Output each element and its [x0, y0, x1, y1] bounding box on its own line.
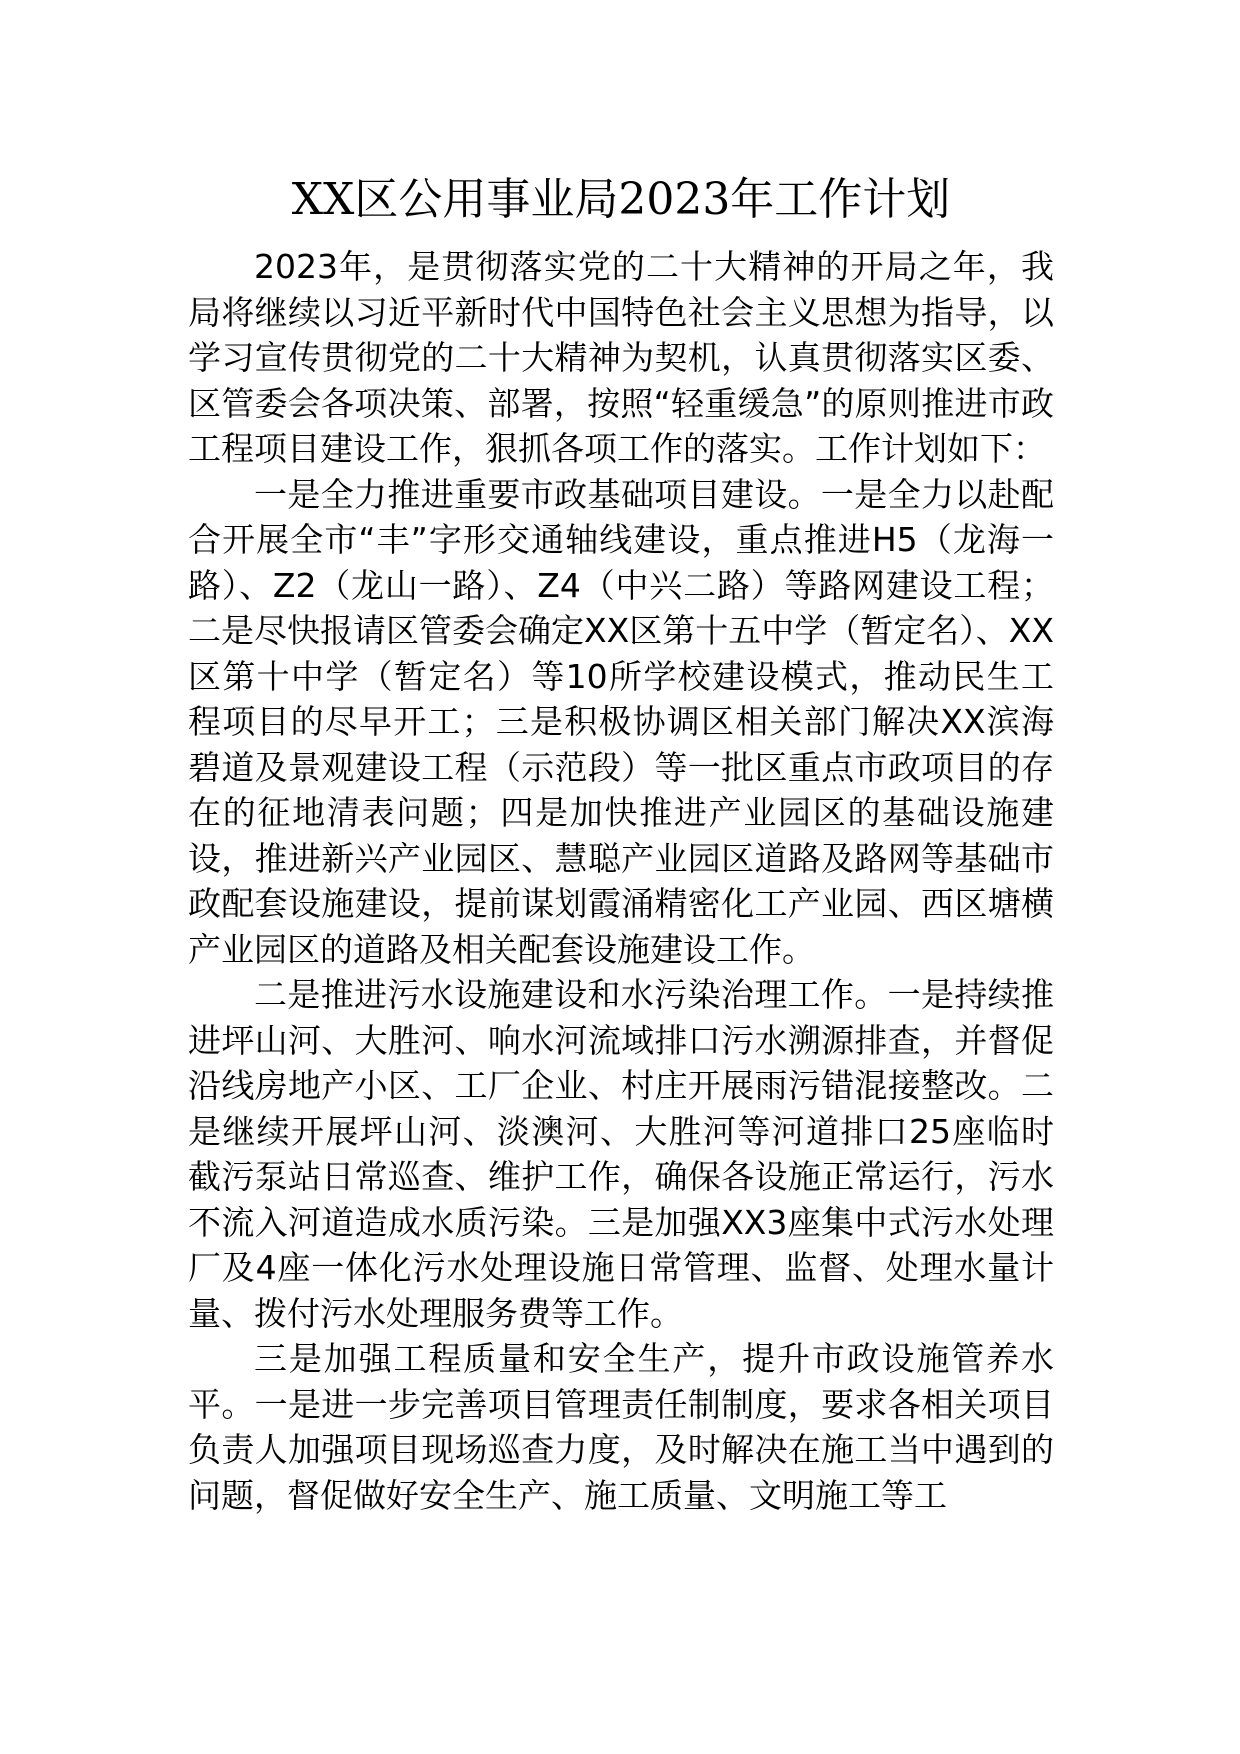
document-page [188, 168, 1054, 1518]
paragraph-intro: 2023年，是贯彻落实党的二十大精神的开局之年，我局将继续以习近平新时代中国特色社会主义思想为指导，以学习宣传贯彻党的二十大精神为契机，认真贯彻落实区委、区管委会各项决策、部署，按照“轻重缓急”的原则推进市政工程项目建设工作，狠抓各项工作的落实。工作计划如下： [188, 247, 1054, 468]
document-body [188, 244, 1054, 1518]
paragraph-quality-safety: 三是加强工程质量和安全生产，提升市政设施管养水平。一是进一步完善项目管理责任制制度，要求各相关项目负责人加强项目现场巡查力度，及时解决在施工当中遇到的问题，督促做好安全生产、施工质量、文明施工等工 [188, 1339, 1054, 1515]
paragraph-municipal-projects: 一是全力推进重要市政基础项目建设。一是全力以赴配合开展全市“丰”字形交通轴线建设，重点推进H5（龙海一路）、Z2（龙山一路）、Z4（中兴二路）等路网建设工程；二是尽快报请区管委会确定XX区第十五中学（暂定名）、XX区第十中学（暂定名）等10所学校建设模式，推动民生工程项目的尽早开工；三是积极协调区相关部门解决XX滨海碧道及景观建设工程（示范段）等一批区重点市政项目的存在的征地清表问题；四是加快推进产业园区的基础设施建设，推进新兴产业园区、慧聪产业园区道路及路网等基础市政配套设施建设，提前谋划霞涌精密化工产业园、西区塘横产业园区的道路及相关配套设施建设工作。 [188, 474, 1054, 969]
paragraph-sewage-treatment: 二是推进污水设施建设和水污染治理工作。一是持续推进坪山河、大胜河、响水河流域排口污水溯源排查，并督促沿线房地产小区、工厂企业、村庄开展雨污错混接整改。二是继续开展坪山河、淡澳河、大胜河等河道排口25座临时截污泵站日常巡查、维护工作，确保各设施正常运行，污水不流入河道造成水质污染。三是加强XX3座集中式污水处理厂及4座一体化污水处理设施日常管理、监督、处理水量计量、拨付污水处理服务费等工作。 [188, 975, 1054, 1333]
document-title: XX区公用事业局2023年工作计划 [291, 174, 951, 225]
